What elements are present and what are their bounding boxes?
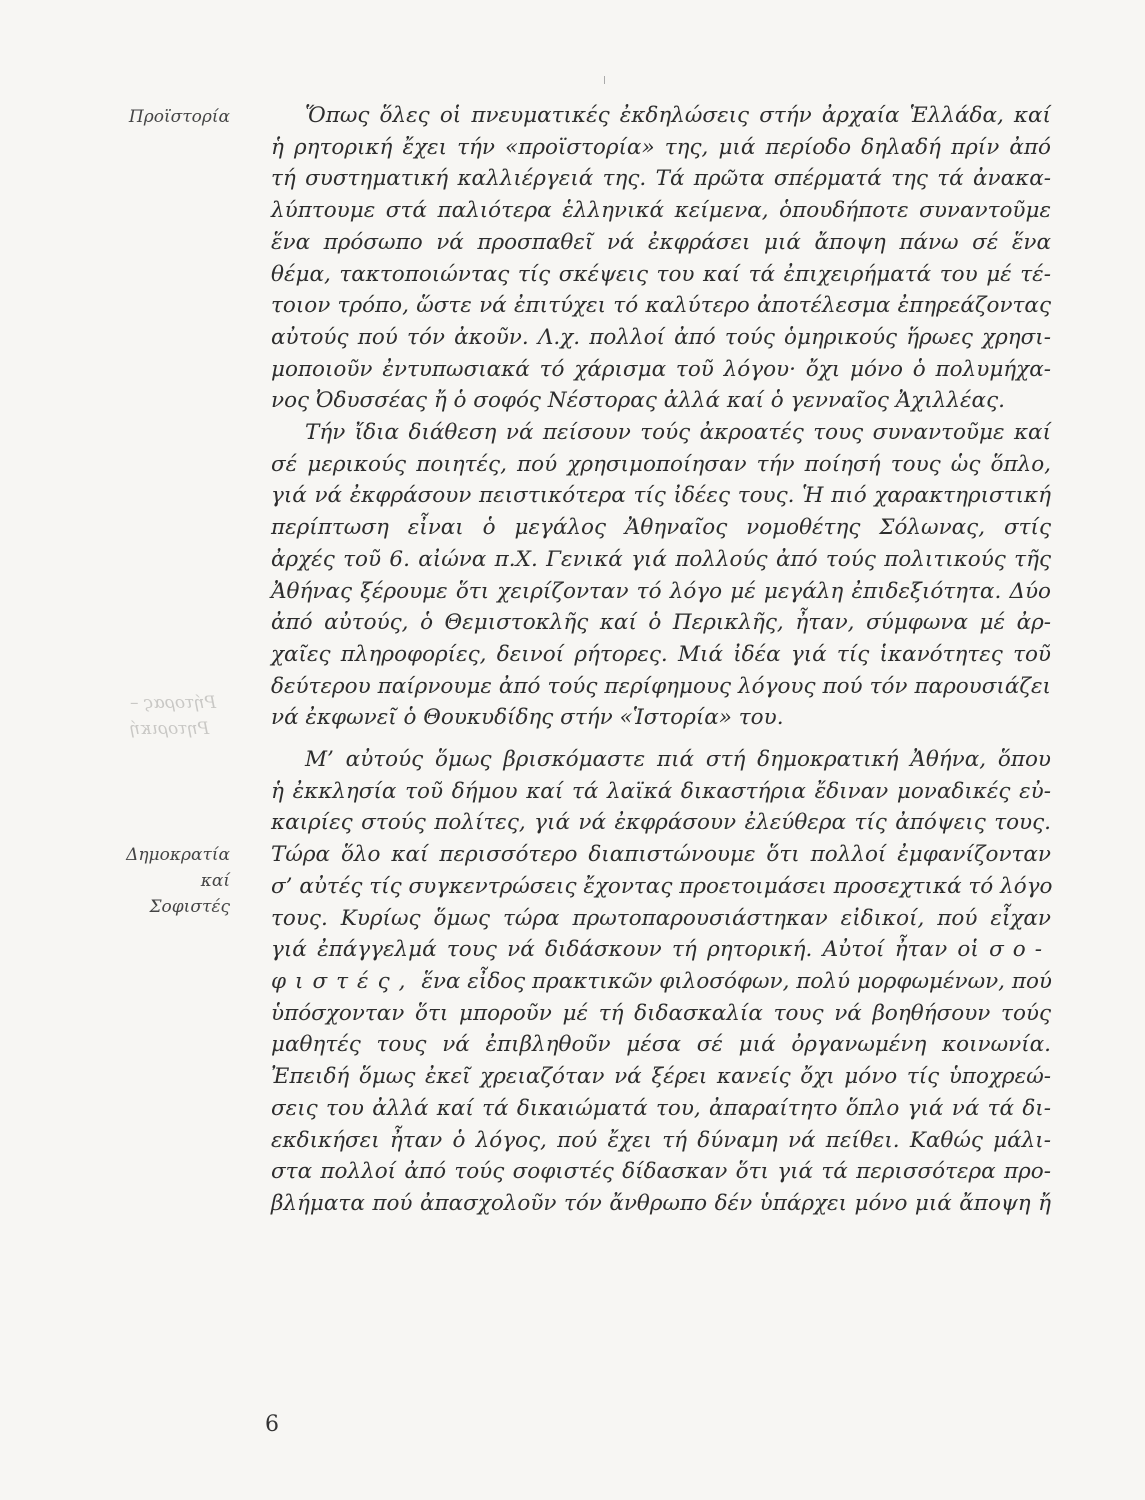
bleed-through-margin-note <box>130 690 235 742</box>
text-line: Ὅπως ὅλες οἱ πνευματικές ἐκδηλώσεις στήν ἀρχαία Ἑλλάδα, καί <box>305 103 1051 128</box>
margin-note-democracy-line: καί <box>200 871 230 891</box>
text-line: περίπτωση εἶναι ὁ μεγάλος Ἀθηναῖος νομοθέτης Σόλωνας, στίς <box>271 515 1051 541</box>
text-line: στα πολλοί ἀπό τούς σοφιστές δίδασκαν ὅτι γιά τά περισσότερα προ- <box>271 1159 1051 1185</box>
text-line: βλήματα πού ἀπασχολοῦν τόν ἄνθρωπο δέν ὑπάρχει μόνο μιά ἄποψη ἤ <box>271 1190 1051 1216</box>
page-number: 6 <box>265 1412 279 1437</box>
text-line: Ἐπειδή ὅμως ἐκεῖ χρειαζόταν νά ξέρει κανείς ὄχι μόνο τίς ὑποχρεώ- <box>271 1064 1051 1090</box>
bleed-through-line: Ρήτορας – <box>130 693 217 713</box>
text-line: ἡ ἐκκλησία τοῦ δήμου καί τά λαϊκά δικαστήρια ἔδιναν μοναδικές εὐ- <box>271 778 1051 804</box>
margin-note-prehistory <box>60 104 230 130</box>
margin-note-democracy <box>60 842 230 920</box>
text-line: νά ἐκφωνεῖ ὁ Θουκυδίδης στήν «Ἱστορία» του. <box>271 705 784 731</box>
text-line: γιά νά ἐκφράσουν πειστικότερα τίς ἰδέες τους. Ἡ πιό χαρακτηριστική <box>271 483 1051 509</box>
text-line: καιρίες στούς πολίτες, γιά νά ἐκφράσουν ἐλεύθερα τίς ἀπόψεις τους. <box>271 810 1051 836</box>
bleed-through-line: Ρητορική <box>130 719 210 739</box>
text-segment: γιά ἐπάγγελμά τους νά διδάσκουν τή ρητορική. Αὐτοί ἦταν οἱ <box>271 937 979 963</box>
text-line: ὑπόσχονταν ὅτι μποροῦν μέ τή διδασκαλία τους νά βοηθήσουν τούς <box>271 1000 1051 1026</box>
text-line: δεύτερου παίρνουμε ἀπό τούς περίφημους λόγους πού τόν παρουσιάζει <box>271 673 1051 699</box>
text-line: μαθητές τους νά ἐπιβληθοῦν μέσα σέ μιά ὀργανωμένη κοινωνία. <box>271 1032 1051 1058</box>
margin-note-democracy-line: Δημοκρατία <box>126 845 230 865</box>
text-line: μοποιοῦν ἐντυπωσιακά τό χάρισμα τοῦ λόγου· ὄχι μόνο ὁ πολυμήχα- <box>271 356 1051 382</box>
text-line: ἡ ρητορική ἔχει τήν «προϊστορία» της, μιά περίοδο δηλαδή πρίν ἀπό <box>271 134 1051 160</box>
text-line: εκδικήσει ἦταν ὁ λόγος, πού ἔχει τή δύναμη νά πείθει. Καθώς μάλι- <box>271 1127 1051 1153</box>
text-line: ἀρχές τοῦ 6. αἰώνα π.Χ. Γενικά γιά πολλούς ἀπό τούς πολιτικούς τῆς <box>271 546 1051 572</box>
text-line: νος Ὀδυσσέας ἤ ὁ σοφός Νέστορας ἀλλά καί ὁ γενναῖος Ἀχιλλέας. <box>271 388 1005 414</box>
text-line <box>271 966 1051 998</box>
text-segment: ἕνα εἶδος πρακτικῶν φιλοσόφων, πολύ μορφωμένων, πού <box>421 968 1052 994</box>
text-line: Ἀθήνας ξέρουμε ὅτι χειρίζονταν τό λόγο μέ μεγάλη ἐπιδεξιότητα. Δύο <box>271 578 1051 604</box>
spaced-term-sophists-end: φιστές, <box>271 968 415 994</box>
paragraph-prehistory <box>271 100 1051 417</box>
body-text <box>271 100 1051 1220</box>
text-line: Μ’ αὐτούς ὅμως βρισκόμαστε πιά στή δημοκρατική Ἀθήνα, ὅπου <box>305 747 1051 773</box>
text-line: ἀπό αὐτούς, ὁ Θεμιστοκλῆς καί ὁ Περικλῆς, ἦταν, σύμφωνα μέ ἀρ- <box>271 610 1051 636</box>
paragraph-poets-politicians <box>271 417 1051 734</box>
text-line: τή συστηματική καλλιέργειά της. Τά πρῶτα σπέρματά της τά ἀνακα- <box>271 166 1051 192</box>
paragraph-democracy-sophists <box>271 744 1051 1220</box>
text-line: Τήν ἴδια διάθεση νά πείσουν τούς ἀκροατές τους συναντοῦμε καί <box>305 420 1051 446</box>
print-mark <box>604 76 605 84</box>
text-line: ἕνα πρόσωπο νά προσπαθεῖ νά ἐκφράσει μιά ἄποψη πάνω σέ ἕνα <box>271 229 1051 255</box>
text-line: Τώρα ὅλο καί περισσότερο διαπιστώνουμε ὅτι πολλοί ἐμφανίζονταν <box>271 842 1051 868</box>
text-line: σ’ αὐτές τίς συγκεντρώσεις ἔχοντας προετοιμάσει προσεχτικά τό λόγο <box>271 873 1053 899</box>
text-line: τους. Κυρίως ὅμως τώρα πρωτοπαρουσιάστηκαν εἰδικοί, πού εἶχαν <box>271 905 1051 931</box>
text-line: χαῖες πληροφορίες, δεινοί ρήτορες. Μιά ἰδέα γιά τίς ἱκανότητες τοῦ <box>271 641 1051 667</box>
margin-note-democracy-line: Σοφιστές <box>149 897 230 917</box>
text-line <box>271 934 1051 966</box>
text-line: λύπτουμε στά παλιότερα ἑλληνικά κείμενα, ὁπουδήποτε συναντοῦμε <box>271 198 1051 224</box>
spaced-term-sophists-start: σο- <box>989 937 1051 963</box>
paragraph-gap <box>271 734 1051 744</box>
margin-note-prehistory-text: Προϊστορία <box>128 107 230 127</box>
text-line: αὐτούς πού τόν ἀκοῦν. Λ.χ. πολλοί ἀπό τούς ὁμηρικούς ἥρωες χρησι- <box>271 324 1051 350</box>
text-line: θέμα, τακτοποιώντας τίς σκέψεις του καί τά ἐπιχειρήματά του μέ τέ- <box>271 261 1051 287</box>
text-line: σέ μερικούς ποιητές, πού χρησιμοποίησαν τήν ποίησή τους ὡς ὅπλο, <box>271 451 1051 477</box>
text-line: τοιον τρόπο, ὥστε νά ἐπιτύχει τό καλύτερο ἀποτέλεσμα ἐπηρεάζοντας <box>271 293 1051 319</box>
text-line: σεις του ἀλλά καί τά δικαιώματά του, ἀπαραίτητο ὅπλο γιά νά τά δι- <box>271 1095 1051 1121</box>
